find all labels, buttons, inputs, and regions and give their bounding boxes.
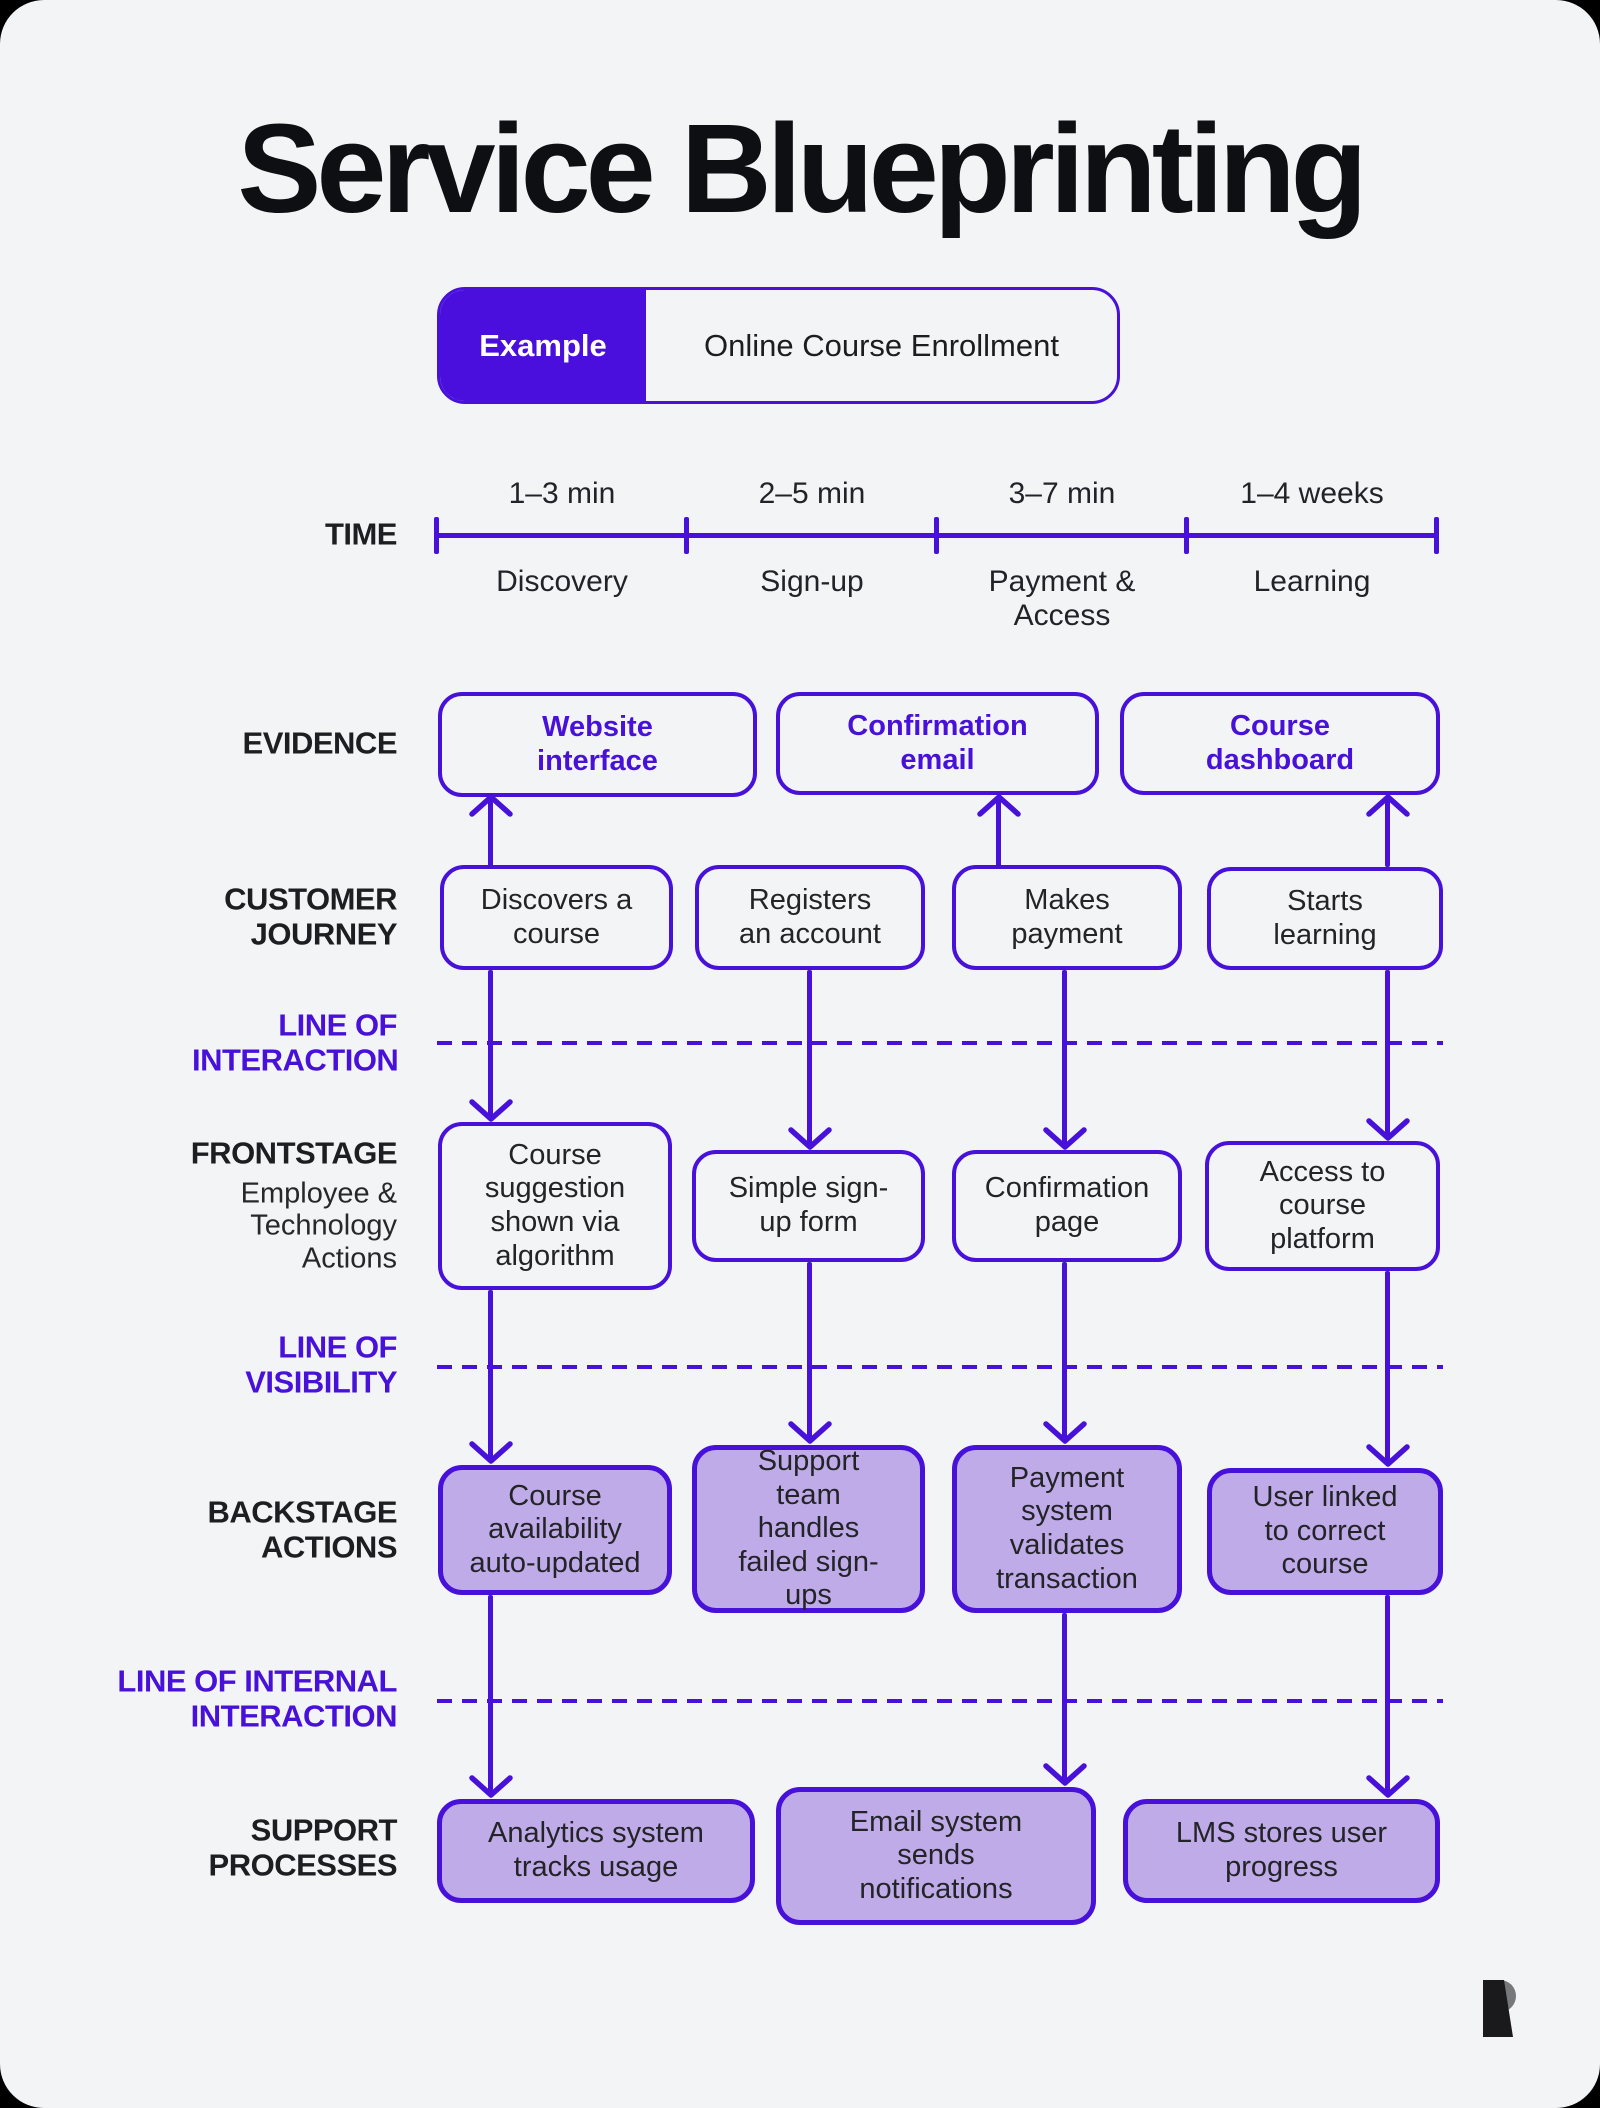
backstage-box: Payment system validates transaction [952,1445,1182,1613]
arrowhead-down-icon [1043,1763,1087,1787]
flow-line [807,1262,812,1440]
flow-line [488,970,493,1118]
segment-duration: 2–5 min [758,477,866,510]
support-process-box: Analytics system tracks usage [437,1799,755,1903]
flow-line [1062,1613,1067,1782]
evidence-box: Confirmation email [776,692,1099,795]
segment-duration: 1–4 weeks [1240,477,1384,510]
evidence-row-label: EVIDENCE [242,725,397,761]
arrowhead-down-icon [1366,1444,1410,1468]
customer-journey-row-label: CUSTOMER JOURNEY [224,881,397,951]
frontstage-box: Confirmation page [952,1150,1182,1262]
line-of-interaction-divider [437,1041,1443,1045]
customer-journey-box: Makes payment [952,865,1182,970]
backstage-box: Course availability auto-updated [438,1465,672,1595]
arrowhead-up-icon [977,793,1021,817]
line-of-visibility-label: LINE OF VISIBILITY [245,1329,397,1399]
line-of-internal-interaction-divider [437,1699,1443,1703]
segment-duration: 3–7 min [1008,477,1116,510]
support-process-box: Email system sends notifications [776,1787,1096,1925]
arrowhead-down-icon [1043,1421,1087,1445]
arrowhead-down-icon [469,1099,513,1123]
arrowhead-down-icon [788,1127,832,1151]
backstage-box: Support team handles failed sign-ups [692,1445,925,1613]
page-title: Service Blueprinting [237,98,1363,239]
example-badge-value [646,290,1117,401]
timeline-tick [934,517,939,554]
arrowhead-down-icon [469,1775,513,1799]
evidence-box: Website interface [438,692,757,797]
arrowhead-down-icon [1366,1118,1410,1142]
timeline-tick [1434,517,1439,554]
backstage-box: User linked to correct course [1207,1468,1443,1595]
arrowhead-down-icon [788,1421,832,1445]
line-of-internal-interaction-label: LINE OF INTERNAL INTERACTION [117,1663,397,1733]
segment-duration: 1–3 min [508,477,616,510]
customer-journey-box: Starts learning [1207,867,1443,970]
arrowhead-up-icon [1366,793,1410,817]
support-row-label: SUPPORT PROCESSES [208,1812,397,1882]
flow-line [1385,1595,1390,1794]
frontstage-row-label: FRONTSTAGE [190,1135,397,1171]
flow-line [1062,970,1067,1146]
arrowhead-down-icon [469,1441,513,1465]
flow-line [1385,1271,1390,1463]
recraft-r-logo-icon [1483,1980,1517,2037]
time-row-label: TIME [324,516,397,552]
line-of-interaction-label: LINE OF INTERACTION [192,1007,399,1077]
flow-line [488,1290,493,1460]
flow-line [488,1595,493,1794]
arrowhead-down-icon [1043,1127,1087,1151]
customer-journey-box: Discovers a course [440,865,673,970]
line-of-visibility-divider [437,1365,1443,1369]
arrowhead-up-icon [469,793,513,817]
frontstage-box: Access to course platform [1205,1141,1440,1271]
backstage-row-label: BACKSTAGE ACTIONS [207,1494,397,1564]
flow-line [1385,970,1390,1137]
example-badge-label [440,290,646,401]
evidence-box: Course dashboard [1120,692,1440,795]
segment-name: Payment & Access [988,565,1136,632]
segment-name: Learning [1253,565,1371,598]
customer-journey-box: Registers an account [695,865,925,970]
timeline-tick [434,517,439,554]
example-badge [437,287,1120,404]
support-process-box: LMS stores user progress [1123,1799,1440,1903]
segment-name: Discovery [496,565,628,598]
frontstage-row-sublabel: Employee & Technology Actions [240,1177,397,1275]
segment-name: Sign-up [760,565,864,598]
arrowhead-down-icon [1366,1775,1410,1799]
flow-line [1062,1262,1067,1440]
flow-line [807,970,812,1146]
timeline-tick [1184,517,1189,554]
example-badge-label-text: Example [479,327,607,363]
frontstage-box: Course suggestion shown via algorithm [438,1122,672,1290]
timeline-tick [684,517,689,554]
frontstage-box: Simple sign-up form [692,1150,925,1262]
example-badge-value-text: Online Course Enrollment [704,327,1059,363]
